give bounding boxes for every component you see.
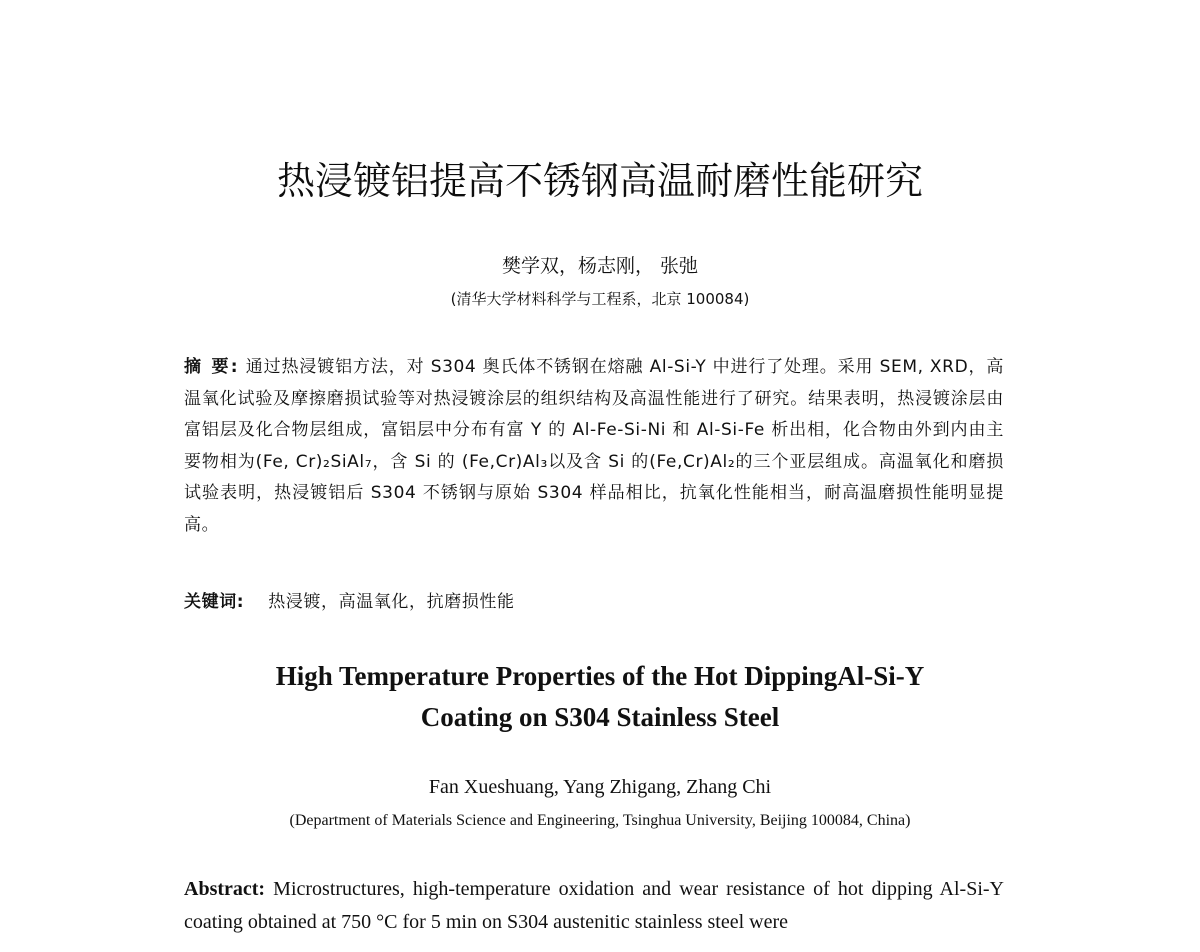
chinese-keywords-text: 热浸镀，高温氧化，抗磨损性能 (268, 592, 515, 612)
english-title (0, 656, 1200, 738)
chinese-abstract-label: 摘 要: (184, 357, 240, 377)
english-title-line-1: High Temperature Properties of the Hot DippingAl-Si-Y (275, 661, 925, 691)
english-affiliation: (Department of Materials Science and Engineering, Tsinghua University, Beijing 100084, China) (289, 812, 911, 829)
chinese-authors: 樊学双，杨志刚， 张弛 (501, 255, 699, 277)
chinese-title: 热浸镀铝提高不锈钢高温耐磨性能研究 (276, 159, 923, 203)
chinese-abstract-text: 通过热浸镀铝方法，对 S304 奥氏体不锈钢在熔融 Al-Si-Y 中进行了处理。采用 SEM, XRD，高温氧化试验及摩擦磨损试验等对热浸镀涂层的组织结构及高温性能进行了研究。结果表明，热浸镀涂层由富铝层及化合物层组成，富铝层中分布有富 Y 的 Al-Fe-Si-Ni 和 Al-Si-Fe 析出相，化合物由外到内由主要物相为(Fe, Cr)₂SiAl₇，含 Si 的 (Fe,Cr)Al₃以及含 Si 的(Fe,Cr)Al₂的三个亚层组成。高温氧化和磨损试验表明，热浸镀铝后 S304 不锈钢与原始 S304 样品相比，抗氧化性能相当，耐高温磨损性能明显提高。 (184, 357, 1005, 535)
chinese-affiliation: (清华大学材料科学与工程系，北京 100084) (450, 290, 750, 308)
chinese-keywords (184, 587, 1004, 618)
english-abstract-label: Abstract: (184, 878, 266, 900)
english-authors: Fan Xueshuang, Yang Zhigang, Zhang Chi (428, 776, 772, 798)
english-abstract-text: Microstructures, high-temperature oxidation and wear resistance of hot dipping Al-Si-Y coating obtained at 750 °C for 5 min on S304 austenitic stainless steel were (184, 878, 1004, 933)
chinese-abstract (184, 352, 1004, 541)
chinese-keywords-label: 关键词: (184, 592, 245, 612)
english-abstract (184, 873, 1004, 939)
english-title-line-2: Coating on S304 Stainless Steel (420, 702, 780, 732)
